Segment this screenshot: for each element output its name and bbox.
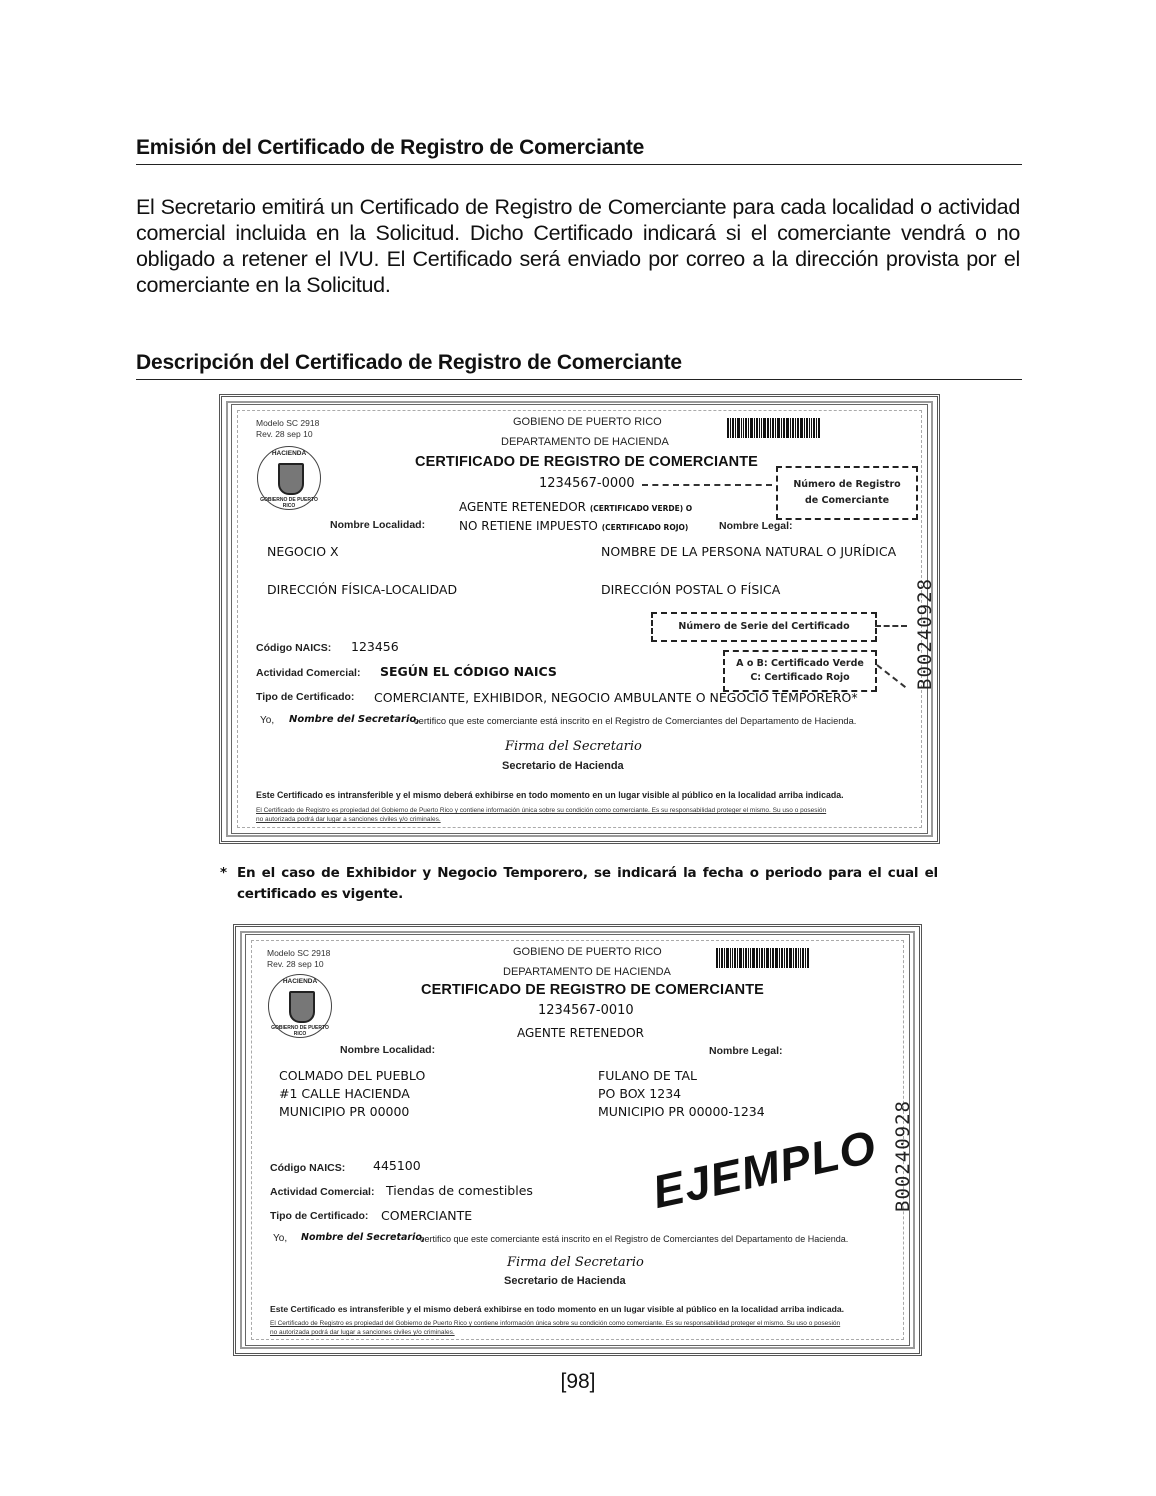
ejemplo-watermark: EJEMPLO (648, 1119, 881, 1219)
government-name: GOBIENO DE PUERTO RICO (513, 946, 662, 958)
barcode-icon (716, 948, 810, 968)
callout-certificate-color: A o B: Certificado Verde C: Certificado Rojo (723, 650, 877, 692)
fine-print-line-2: no autorizada podrá dar lugar a sanciones civiles y/o criminales. (256, 816, 441, 823)
revision-date: Rev. 28 sep 10 (267, 959, 324, 969)
label-codigo-naics: Código NAICS: (256, 642, 332, 654)
section-heading-emision: Emisión del Certificado de Registro de Comerciante (136, 136, 1022, 165)
certificate-example-figure (233, 924, 922, 1356)
status-no-retiene: NO RETIENE IMPUESTO (CERTIFICADO ROJO) (459, 519, 689, 533)
certificate-title: CERTIFICADO DE REGISTRO DE COMERCIANTE (421, 982, 764, 998)
label-tipo-certificado: Tipo de Certificado: (270, 1210, 369, 1222)
display-notice: Este Certificado es intransferible y el mismo deberá exhibirse en todo momento en un lugar visible al público en la localidad arriba indicada. (256, 790, 844, 800)
hacienda-seal-icon: HACIENDA GOBIERNO DE PUERTO RICO (257, 446, 321, 510)
certificate-type: COMERCIANTE, EXHIBIDOR, NEGOCIO AMBULANTE O NEGOCIO TEMPORERO* (374, 690, 858, 705)
serial-number: B00240928 (914, 578, 936, 690)
certificate-template-figure (219, 394, 940, 844)
hacienda-seal-icon: HACIENDA GOBIERNO DE PUERTO RICO (268, 974, 332, 1038)
government-name: GOBIENO DE PUERTO RICO (513, 416, 662, 428)
activity-value: SEGÚN EL CÓDIGO NAICS (380, 664, 557, 679)
fine-print-line-2: no autorizada podrá dar lugar a sanciones civiles y/o criminales. (270, 1329, 455, 1336)
footnote-text: En el caso de Exhibidor y Negocio Temporero, se indicará la fecha o periodo para el cual el certificado es vigente. (237, 865, 938, 902)
display-notice: Este Certificado es intransferible y el mismo deberá exhibirse en todo momento en un lugar visible al público en la localidad arriba indicada. (270, 1304, 845, 1314)
callout-connector-serial (875, 625, 907, 627)
page-number: [98] (560, 1370, 596, 1393)
registration-number: 1234567-0000 (539, 476, 635, 491)
locality-name: NEGOCIO X (267, 544, 339, 559)
legal-line: MUNICIPIO PR 00000-1234 (598, 1104, 765, 1119)
label-tipo-certificado: Tipo de Certificado: (256, 691, 355, 703)
signature-title: Secretario de Hacienda (504, 1275, 626, 1287)
legal-line: PO BOX 1234 (598, 1086, 682, 1101)
callout-connector-registration (642, 484, 772, 486)
status-agente-retenedor: AGENTE RETENEDOR (517, 1026, 644, 1040)
label-nombre-localidad: Nombre Localidad: (330, 519, 426, 531)
secretary-signature: Firma del Secretario (505, 739, 642, 754)
label-codigo-naics: Código NAICS: (270, 1162, 346, 1174)
certificate-type: COMERCIANTE (381, 1208, 473, 1223)
locality-line: COLMADO DEL PUEBLO (279, 1068, 426, 1083)
secretary-name: Nombre del Secretario, (301, 1232, 426, 1243)
label-nombre-legal: Nombre Legal: (709, 1045, 783, 1057)
certificate-title: CERTIFICADO DE REGISTRO DE COMERCIANTE (415, 454, 758, 470)
model-number: Modelo SC 2918 (256, 418, 320, 428)
barcode-icon (727, 418, 821, 438)
legal-address: DIRECCIÓN POSTAL O FÍSICA (601, 582, 781, 597)
activity-value: Tiendas de comestibles (386, 1183, 533, 1198)
yo-label: Yo, (260, 715, 275, 726)
registration-number: 1234567-0010 (538, 1003, 634, 1018)
secretary-name: Nombre del Secretario, (289, 714, 421, 725)
secretary-signature: Firma del Secretario (507, 1255, 644, 1270)
callout-serial-number: Número de Serie del Certificado (651, 612, 877, 642)
legal-name: NOMBRE DE LA PERSONA NATURAL O JURÍDICA (601, 544, 897, 559)
locality-line: #1 CALLE HACIENDA (279, 1086, 410, 1101)
locality-line: MUNICIPIO PR 00000 (279, 1104, 410, 1119)
locality-address: DIRECCIÓN FÍSICA-LOCALIDAD (267, 582, 458, 597)
label-nombre-localidad: Nombre Localidad: (340, 1044, 436, 1056)
naics-code: 445100 (373, 1158, 421, 1173)
certify-statement: certifico que este comerciante está inscrito en el Registro de Comerciantes del Departamento de Hacienda. (420, 1234, 849, 1244)
label-actividad-comercial: Actividad Comercial: (270, 1186, 375, 1198)
yo-label: Yo, (273, 1233, 288, 1244)
legal-line: FULANO DE TAL (598, 1068, 697, 1083)
label-nombre-legal: Nombre Legal: (719, 520, 793, 532)
department-name: DEPARTAMENTO DE HACIENDA (501, 436, 669, 448)
fine-print-line-1: El Certificado de Registro es propiedad del Gobierno de Puerto Rico y contiene información única sobre su condición como comerciante. Es su responsabilidad proteger el mismo. Su uso o posesión (256, 807, 827, 814)
revision-date: Rev. 28 sep 10 (256, 429, 313, 439)
label-actividad-comercial: Actividad Comercial: (256, 667, 361, 679)
signature-title: Secretario de Hacienda (502, 760, 624, 772)
shield-icon (289, 991, 315, 1023)
footnote (220, 863, 938, 905)
certify-statement: certifico que este comerciante está inscrito en el Registro de Comerciantes del Departamento de Hacienda. (414, 716, 857, 726)
department-name: DEPARTAMENTO DE HACIENDA (503, 966, 671, 978)
naics-code: 123456 (351, 639, 399, 654)
shield-icon (278, 463, 304, 495)
model-number: Modelo SC 2918 (267, 948, 331, 958)
serial-number: B00240928 (892, 1100, 914, 1212)
section-body-emision: El Secretario emitirá un Certificado de Registro de Comerciante para cada localidad o actividad comercial incluida en la Solicitud. Dicho Certificado indicará si el comerciante vendrá o no obligado a retener el IVU. El Certificado será enviado por correo a la dirección provista por el comerciante en la Solicitud. (136, 195, 1020, 297)
fine-print-line-1: El Certificado de Registro es propiedad del Gobierno de Puerto Rico y contiene información única sobre su condición como comerciante. Es su responsabilidad proteger el mismo. Su uso o posesión (270, 1320, 841, 1327)
footnote-marker: * (220, 865, 227, 881)
callout-registration-number: Número de Registro de Comerciante (776, 466, 918, 520)
section-heading-descripcion: Descripción del Certificado de Registro de Comerciante (136, 351, 1022, 380)
status-agente-retenedor: AGENTE RETENEDOR (CERTIFICADO VERDE) O (459, 500, 693, 514)
